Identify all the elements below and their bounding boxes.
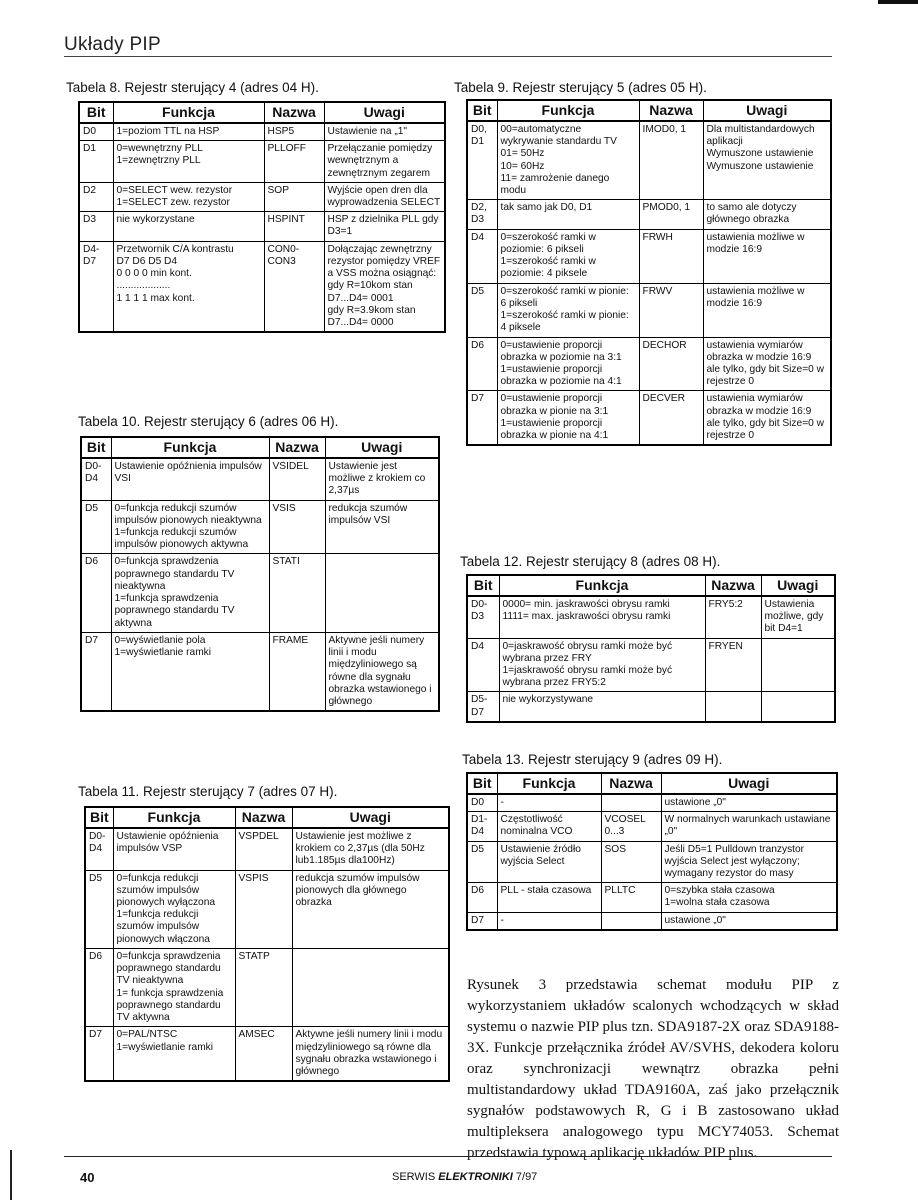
column-header: Nazwa [235,807,292,828]
publication-title: ELEKTRONIKI [438,1171,513,1183]
table-cell: 0=ustawienie proporcji obrazka w poziomie na 3:1 1=ustawienie proporcji obrazka w poziomie na 4:1 [497,337,639,391]
table-cell: redukcja szumów impulsów VSI [325,500,439,554]
table-cell: HSP5 [264,123,324,141]
running-head: Układy PIP [64,34,161,55]
table-cell: 1=poziom TTL na HSP [113,123,264,141]
table-cell: 0=szybka stała czasowa 1=wolna stała czasowa [661,883,837,912]
publication-issue: 7/97 [515,1171,538,1183]
table-cell: Ustawienie jest możliwe z krokiem co 2,37µs (dla 50Hz lub1.185µs dla100Hz) [292,828,449,870]
table-cell: nie wykorzystane [113,212,264,241]
table-12-caption: Tabela 12. Rejestr sterujący 8 (adres 08 H). [460,554,721,569]
table-11 [84,806,450,1082]
table-cell: SOS [601,841,661,883]
table-header-row [85,807,449,828]
table-10 [80,436,440,712]
table-cell: 0=szerokość ramki w poziomie: 6 pikseli 1=szerokość ramki w poziomie: 4 piksele [497,229,639,283]
table-cell: D4- D7 [79,241,113,332]
table-cell: D5 [467,283,497,337]
table-cell: 0=ustawienie proporcji obrazka w pionie na 3:1 1=ustawienie proporcji obrazka w pionie na 4:1 [497,391,639,445]
table-row [467,812,837,841]
table-row [467,794,837,812]
table-header-row [79,102,445,123]
table-cell: DECVER [639,391,703,445]
table-cell: redukcja szumów impulsów pionowych dla głównego obrazka [292,870,449,948]
table-cell: D0- D4 [81,458,111,500]
table-row [467,912,837,930]
table-9 [466,99,832,446]
table-cell: HSP z dzielnika PLL gdy D3=1 [324,212,445,241]
table-cell: D6 [85,948,113,1026]
table-cell: VCOSEL 0...3 [601,812,661,841]
table-cell: VSIS [269,500,325,554]
column-header: Nazwa [601,773,661,794]
table-cell: D0- D4 [85,828,113,870]
table-cell: SOP [264,182,324,211]
table-cell: Częstotliwość nominalna VCO [497,812,601,841]
table-cell [292,948,449,1026]
table-cell: VSIDEL [269,458,325,500]
column-header: Uwagi [703,100,831,121]
table-9-caption: Tabela 9. Rejestr sterujący 5 (adres 05 H). [454,80,707,95]
column-header: Funkcja [497,773,601,794]
column-header: Nazwa [264,102,324,123]
table-cell: D7 [467,391,497,445]
table-cell: W normalnych warunkach ustawiane „0" [661,812,837,841]
table-cell: 0=wewnętrzny PLL 1=zewnętrzny PLL [113,141,264,183]
body-paragraph: Rysunek 3 przedstawia schemat modułu PIP z wykorzystaniem układów scalonych wchodzących w skład systemu o nazwie PIP plus tzn. SDA9187-2X oraz SDA9188-3X. Funkcje przełącznika źródeł AV/SVHS, dekodera koloru oraz synchronizacji wewnątrz obrazka pełni multistandardowy układ TDA9160A, zaś jako przełącznik sygnałów podstawowych R, G i B zastosowano układ multipleksera analogowego typu MCY74053. Schemat przedstawia typową aplikację układów PIP plus. [467,977,839,1161]
table-cell: STATP [235,948,292,1026]
table-cell: FRWV [639,283,703,337]
table-row [467,391,831,445]
table-cell: 0=PAL/NTSC 1=wyświetlanie ramki [113,1027,235,1081]
table-cell: 0=funkcja redukcji szumów impulsów pionowych wyłączona 1=funkcja redukcji szumów impulsów pionowych włączona [113,870,235,948]
column-header: Uwagi [761,575,835,596]
table-row [467,692,835,722]
header-rule [64,56,832,57]
table-row [467,638,835,692]
column-header: Funkcja [113,807,235,828]
table-cell: AMSEC [235,1027,292,1081]
table-row [81,632,439,711]
table-cell: to samo ale dotyczy głównego obrazka [703,200,831,229]
table-cell: Ustawienie opóźnienia impulsów VSI [111,458,269,500]
table-cell: FRY5:2 [705,596,761,638]
table-cell: D0, D1 [467,121,497,200]
table-cell: D5- D7 [467,692,499,722]
table-cell: ustawienia wymiarów obrazka w modzie 16:9 ale tylko, gdy bit Size=0 w rejestrze 0 [703,337,831,391]
table-row [85,870,449,948]
table-row [467,283,831,337]
table-cell: D3 [79,212,113,241]
column-header: Funkcja [499,575,705,596]
table-cell: Ustawienie opóźnienia impulsów VSP [113,828,235,870]
table-12 [466,574,836,723]
table-cell: PLLTC [601,883,661,912]
column-header: Uwagi [325,437,439,458]
table-cell: Przetwornik C/A kontrastu D7 D6 D5 D4 0 0 0 0 min kont. ................... 1 1 1 1 max kont. [113,241,264,332]
table-cell: Aktywne jeśli numery linii i modu międzyliniowego są równe dla sygnału obrazka wstawionego i głównego [292,1027,449,1081]
table-row [79,212,445,241]
table-row [79,182,445,211]
table-cell: Ustawienie źródło wyjścia Select [497,841,601,883]
table-cell: D2, D3 [467,200,497,229]
table-cell: D7 [81,632,111,711]
table-cell: D0 [467,794,497,812]
column-header: Uwagi [324,102,445,123]
table-cell [705,692,761,722]
table-cell [761,638,835,692]
column-header: Funkcja [111,437,269,458]
table-header-row [467,773,837,794]
column-header: Uwagi [661,773,837,794]
table-cell: D0 [79,123,113,141]
table-10-caption: Tabela 10. Rejestr sterujący 6 (adres 06 H). [78,414,339,429]
table-cell: 0=funkcja redukcji szumów impulsów pionowych nieaktywna 1=funkcja redukcji szumów impulsów pionowych aktywna [111,500,269,554]
column-header: Funkcja [497,100,639,121]
table-cell: 0=jaskrawość obrysu ramki może być wybrana przez FRY 1=jaskrawość obrysu ramki może być wybrana przez FRY5:2 [499,638,705,692]
page-number: 40 [80,1170,95,1185]
table-cell: D6 [81,554,111,632]
table-cell: Wyjście open dren dla wyprowadzenia SELECT [324,182,445,211]
table-row [79,141,445,183]
table-header-row [467,100,831,121]
column-header: Uwagi [292,807,449,828]
footer-rule [64,1156,832,1157]
table-cell: 0=wyświetlanie pola 1=wyświetlanie ramki [111,632,269,711]
column-header: Nazwa [639,100,703,121]
scan-edge-mark [10,1150,12,1200]
table-cell: D0- D3 [467,596,499,638]
table-row [81,458,439,500]
table-cell: D5 [467,841,497,883]
table-cell: ustawione „0" [661,794,837,812]
table-cell: PLLOFF [264,141,324,183]
table-cell: VSPDEL [235,828,292,870]
table-cell [325,554,439,632]
table-row [81,554,439,632]
table-cell: ustawienia możliwe w modzie 16:9 [703,229,831,283]
table-cell: 0=funkcja sprawdzenia poprawnego standardu TV nieaktywna 1= funkcja sprawdzenia poprawnego standardu TV aktywna [113,948,235,1026]
table-cell [601,912,661,930]
table-cell: ustawione „0" [661,912,837,930]
table-cell [601,794,661,812]
table-cell: tak samo jak D0, D1 [497,200,639,229]
table-cell: Przełączanie pomiędzy wewnętrznym a zewnętrznym zegarem [324,141,445,183]
table-cell: D7 [85,1027,113,1081]
table-header-row [467,575,835,596]
table-cell: Aktywne jeśli numery linii i modu międzyliniowego są równe dla sygnału obrazka wstawionego i głównego [325,632,439,711]
table-cell: ustawienia możliwe w modzie 16:9 [703,283,831,337]
table-8-caption: Tabela 8. Rejestr sterujący 4 (adres 04 H). [66,80,319,95]
table-row [85,828,449,870]
table-row [467,841,837,883]
table-cell: CON0- CON3 [264,241,324,332]
table-cell: DECHOR [639,337,703,391]
table-cell: 0=szerokość ramki w pionie: 6 pikseli 1=szerokość ramki w pionie: 4 piksele [497,283,639,337]
column-header: Bit [467,773,497,794]
table-cell: 0=funkcja sprawdzenia poprawnego standardu TV nieaktywna 1=funkcja sprawdzenia poprawnego standardu TV aktywna [111,554,269,632]
table-row [467,596,835,638]
column-header: Bit [79,102,113,123]
table-row [467,200,831,229]
table-cell: Dla multistandardowych aplikacji Wymuszone ustawienie Wymuszone ustawienie [703,121,831,200]
table-cell: 0=SELECT wew. rezystor 1=SELECT zew. rezystor [113,182,264,211]
table-cell: D1- D4 [467,812,497,841]
table-header-row [81,437,439,458]
table-cell: Dołączając zewnętrzny rezystor pomiędzy VREF a VSS można osiągnąć: gdy R=10kom stan D7...D4= 0001 gdy R=3.9kom stan D7...D4= 0000 [324,241,445,332]
table-row [85,1027,449,1081]
table-row [79,123,445,141]
table-row [79,241,445,332]
table-cell: HSPINT [264,212,324,241]
publication-prefix: SERWIS [392,1171,436,1183]
publication-name [392,1171,537,1183]
table-row [467,883,837,912]
table-cell: FRYEN [705,638,761,692]
table-cell: D5 [81,500,111,554]
table-cell: PMOD0, 1 [639,200,703,229]
table-cell: 0000= min. jaskrawości obrysu ramki 1111= max. jaskrawości obrysu ramki [499,596,705,638]
column-header: Nazwa [269,437,325,458]
table-cell: Ustawienie na „1" [324,123,445,141]
table-cell: D6 [467,337,497,391]
table-cell: VSPIS [235,870,292,948]
table-row [85,948,449,1026]
table-8 [78,101,446,333]
table-cell: nie wykorzystywane [499,692,705,722]
table-row [467,121,831,200]
table-13-caption: Tabela 13. Rejestr sterujący 9 (adres 09 H). [462,752,723,767]
table-cell: ustawienia wymiarów obrazka w modzie 16:9 ale tylko, gdy bit Size=0 w rejestrze 0 [703,391,831,445]
table-cell: IMOD0, 1 [639,121,703,200]
column-header: Bit [81,437,111,458]
table-cell [761,692,835,722]
table-cell: D2 [79,182,113,211]
table-cell: 00=automatyczne wykrywanie standardu TV 01= 50Hz 10= 60Hz 11= zamrożenie danego modu [497,121,639,200]
column-header: Bit [85,807,113,828]
table-cell: D1 [79,141,113,183]
table-row [467,337,831,391]
table-cell: D7 [467,912,497,930]
table-cell: - [497,912,601,930]
table-cell: Jeśli D5=1 Pulldown tranzystor wyjścia Select jest wyłączony; wymagany rezystor do masy [661,841,837,883]
table-cell: - [497,794,601,812]
corner-mark [878,0,918,4]
column-header: Nazwa [705,575,761,596]
table-cell: Ustawienie jest możliwe z krokiem co 2,37µs [325,458,439,500]
table-cell: FRWH [639,229,703,283]
table-cell: FRAME [269,632,325,711]
table-cell: Ustawienia możliwe, gdy bit D4=1 [761,596,835,638]
table-row [81,500,439,554]
table-cell: D5 [85,870,113,948]
column-header: Funkcja [113,102,264,123]
table-cell: D4 [467,638,499,692]
table-cell: D4 [467,229,497,283]
table-row [467,229,831,283]
column-header: Bit [467,100,497,121]
table-11-caption: Tabela 11. Rejestr sterujący 7 (adres 07 H). [78,784,338,799]
table-cell: STATI [269,554,325,632]
table-cell: D6 [467,883,497,912]
column-header: Bit [467,575,499,596]
table-cell: PLL - stała czasowa [497,883,601,912]
table-13 [466,772,838,931]
